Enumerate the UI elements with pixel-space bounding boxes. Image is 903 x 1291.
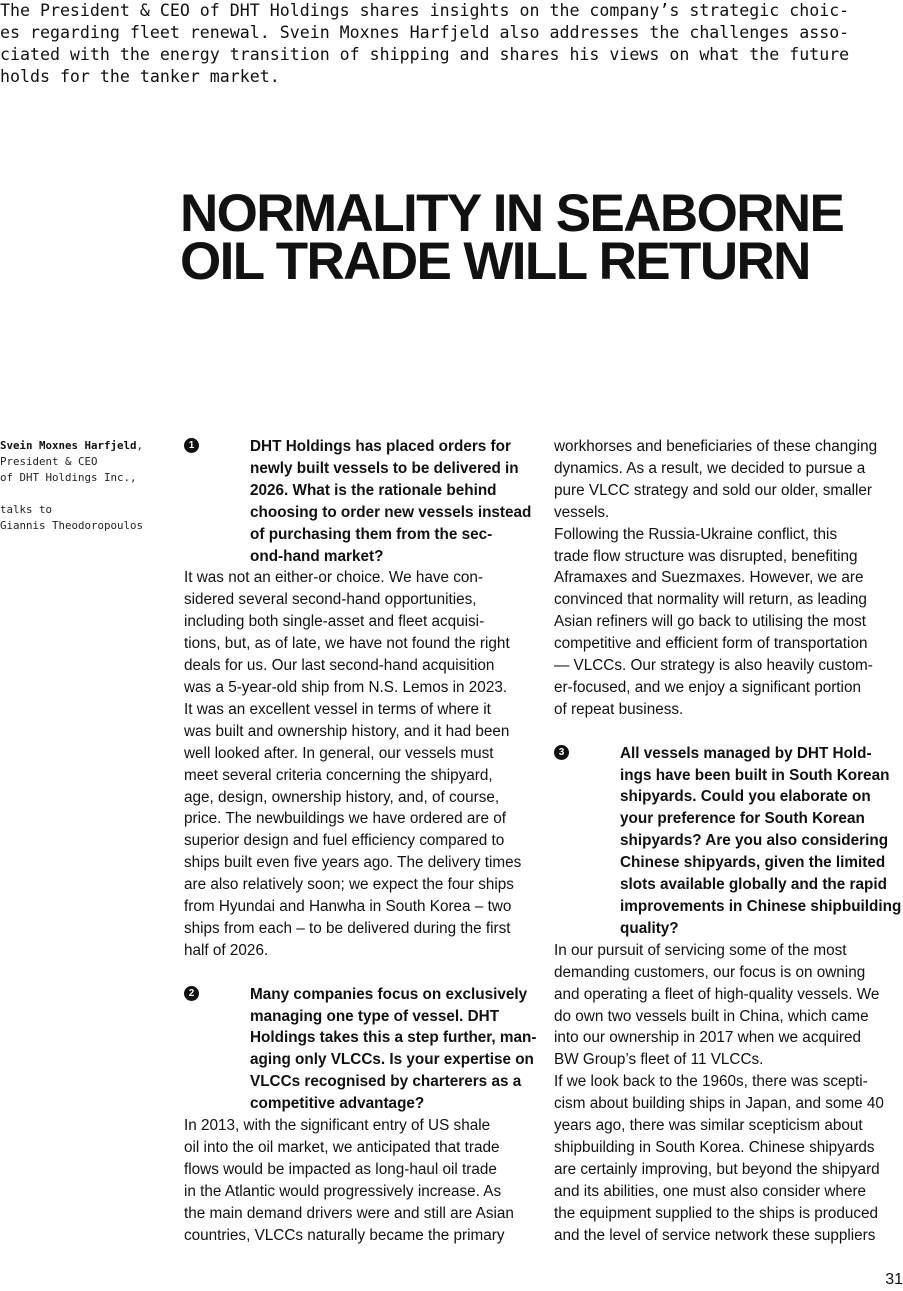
question-2 [184,984,537,1115]
answer-3-part-2: If we look back to the 1960s, there was scepti- cism about building ships in Japan, and some 40 years ago, there was similar scepticism about shipbuilding in South Korea. Chinese shipyards are certainly improving, but beyond the shipyard and its abilities, one must also consider where the equipment supplied to the ships is produced and the level of service network these suppliers [554,1073,884,1244]
question-1 [184,436,533,567]
interviewee-role-1: President & CEO [0,455,98,468]
section-gap [184,962,533,984]
question-number-badge: 3 [554,745,569,760]
question-text: DHT Holdings has placed orders for newly built vessels to be delivered in 2026. What is the rationale behind choosing to order new vessels instead of purchasing them from the sec- ond-hand market? [250,438,532,565]
column-right [554,436,903,1247]
interviewee-name: Svein Moxnes Harfjeld [0,439,137,452]
byline-name-line [0,438,170,454]
byline-spacer [0,486,170,502]
question-number-badge: 1 [184,438,199,453]
question-3 [554,743,903,940]
question-number-badge: 2 [184,986,199,1001]
byline-talks-to: talks to [0,503,53,516]
title-line-1: NORMALITY IN SEABORNE [180,184,844,243]
title-line-2: OIL TRADE WILL RETURN [180,232,810,291]
article-title [180,184,903,291]
interviewee-role-2: of DHT Holdings Inc., [0,471,137,484]
answer-3-part-1: In our pursuit of servicing some of the most demanding customers, our focus is on owning and operating a fleet of high-quality vessels. We do own two vessels built in China, which came into our ownership in 2017 when we acquired BW Group’s fleet of 11 VLCCs. [554,941,880,1069]
question-text: Many companies focus on exclusively managing one type of vessel. DHT Holdings takes this a step further, man- aging only VLCCs. Is your expertise on VLCCs recognised by charterers as a competitive advantage? [250,985,537,1113]
section-gap [554,721,903,743]
intro-paragraph: The President & CEO of DHT Holdings shares insights on the company’s strategic choic- es regarding fleet renewal. Svein Moxnes Harfjeld also addresses the challenges asso- ciated with the energy transition of shipping and shares his views on what the future holds for the tanker market. [0,1,850,86]
column-left [184,436,537,1247]
interviewer-name: Giannis Theodoropoulos [0,519,144,532]
byline [0,438,170,534]
answer-2-part-2: workhorses and beneficiaries of these changing dynamics. As a result, we decided to pursue a pure VLCC strategy and sold our older, smaller vessels. [554,438,878,521]
answer-1: It was not an either-or choice. We have con- sidered several second-hand opportunities, including both single-asset and fleet acquisi- tions, but, as of late, we have not found the right deals for us. Our last second-hand acquisition was a 5-year-old ship from N.S. Lemos in 2023. It was an excellent vessel in terms of where it was built and ownership history, and it had been well looked after. In general, our vessels must meet several criteria concerning the shipyard, age, design, ownership history, and, of course, price. The newbuildings we have ordered are of superior design and fuel efficiency compared to ships built even five years ago. The delivery times are also relatively soon; we expect the four ships from Hyundai and Hanwha in South Korea – two ships from each – to be delivered during the first half of 2026. [184,569,522,959]
page-number: 31 [885,1271,903,1288]
answer-2-part-3: Following the Russia-Ukraine conflict, this trade flow structure was disrupted, benefiting Aframaxes and Suezmaxes. However, we are convinced that normality will return, as leading Asian refiners will go back to utilising the most competitive and efficient form of transportation — VLCCs. Our strategy is also heavily custom- er-focused, and we enjoy a significant portion of repeat business. [554,525,873,718]
answer-2-part-1: In 2013, with the significant entry of US shale oil into the oil market, we anticipated that trade flows would be impacted as long-haul oil trade in the Atlantic would progressively increase. As the main demand drivers were and still are Asian countries, VLCCs naturally became the primary [184,1117,514,1244]
byline-comma: , [136,439,144,452]
question-text: All vessels managed by DHT Hold- ings have been built in South Korean shipyards. Could you elaborate on your preference for South Korean shipyards? Are you also considering Chinese shipyards, given the limited slots available globally and the rapid improvements in Chinese shipbuilding quality? [620,744,902,937]
